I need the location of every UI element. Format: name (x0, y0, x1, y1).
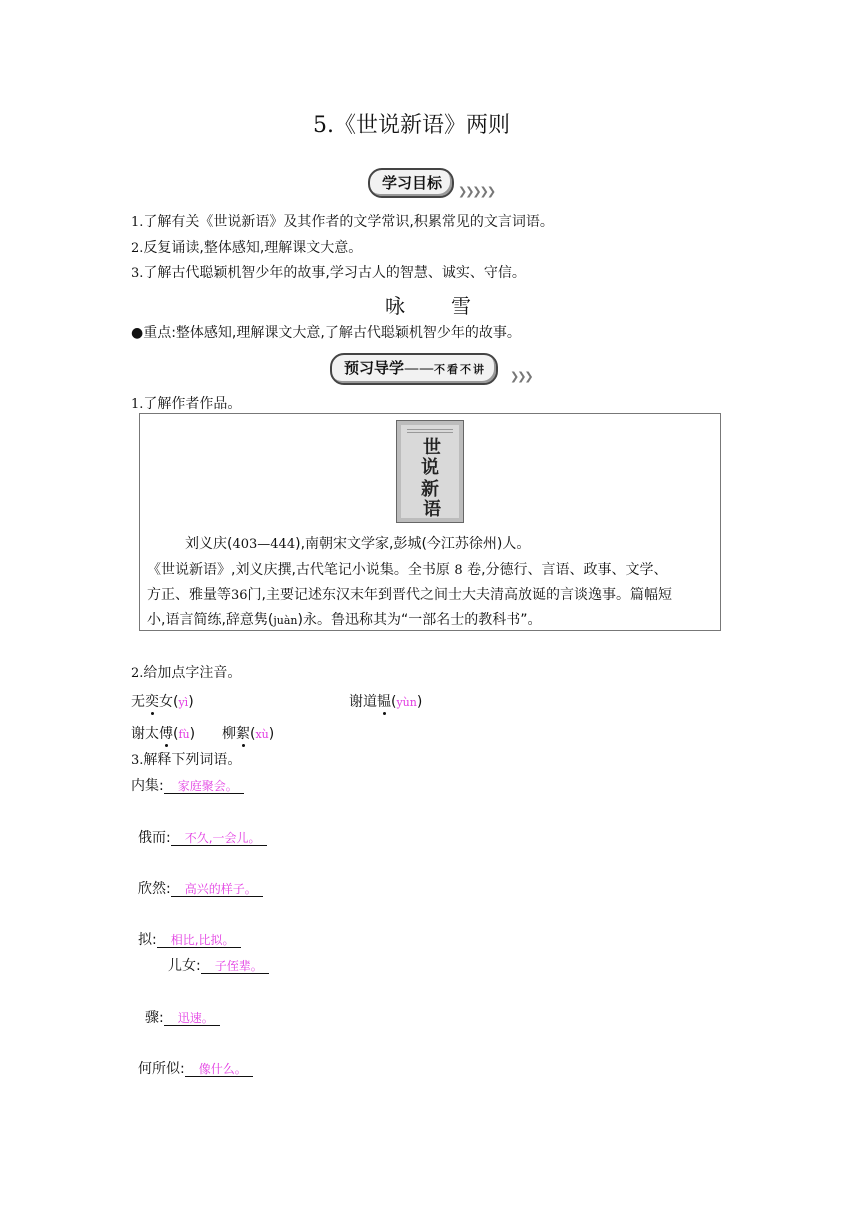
question-2: 2.给加点字注音。 (131, 665, 242, 681)
arrow-decoration-icon: ❯❯❯❯❯ (458, 185, 495, 198)
author-line: 刘义庆(403—444),南朝宋文学家,彭城(今江苏徐州)人。 (185, 536, 531, 552)
question-1: 1.了解作者作品。 (131, 396, 242, 412)
vocab-answer: 子侄辈。 (201, 959, 269, 974)
section-banner-goals (368, 168, 454, 198)
vocab-item: 骤: 迅速。 (145, 1008, 220, 1028)
vocab-item: 拟: 相比,比拟。 (138, 930, 241, 950)
focus-text: ●重点:整体感知,理解课文大意,了解古代聪颖机智少年的故事。 (131, 325, 521, 341)
author-line: 方正、雅量等36门,主要记述东汉末年到晋代之间士大夫清高放诞的言谈逸事。篇幅短 (147, 587, 672, 603)
goal-item: 3.了解古代聪颖机智少年的故事,学习古人的智慧、诚实、守信。 (131, 265, 526, 281)
phonetic-item: 谢太傅(fù) (131, 726, 196, 742)
section-banner-sub: 不看不讲 (434, 363, 487, 376)
section-banner-preview: 预习导学——不看不讲 (330, 353, 498, 385)
section-banner-label: 学习目标 (382, 174, 443, 192)
pinyin-answer: xù (255, 728, 269, 741)
vocab-item: 何所似: 像什么。 (138, 1059, 253, 1079)
page-title (313, 108, 510, 139)
pinyin-answer: yì (178, 696, 189, 709)
vocab-answer: 相比,比拟。 (157, 933, 241, 948)
goal-item: 1.了解有关《世说新语》及其作者的文学常识,积累常见的文言词语。 (131, 214, 554, 230)
title-number: 5. (313, 113, 334, 138)
vocab-answer: 高兴的样子。 (171, 882, 263, 897)
vocab-answer: 迅速。 (164, 1011, 220, 1026)
cover-char: 世 (423, 437, 441, 458)
author-line: 《世说新语》,刘义庆撰,古代笔记小说集。全书原 8 卷,分德行、言语、政事、文学、 (147, 562, 668, 578)
lesson-subtitle: 咏 雪 (385, 294, 471, 318)
book-cover-image (396, 420, 464, 523)
pinyin-answer: fù (178, 728, 190, 741)
section-banner-label: 预习导学 (344, 359, 405, 377)
cover-char: 语 (423, 499, 441, 520)
pinyin-answer: yùn (396, 696, 417, 709)
vocab-item: 儿女: 子侄辈。 (168, 956, 269, 976)
vocab-item: 欣然: 高兴的样子。 (138, 879, 263, 899)
phonetic-item: 谢道韫(yùn) (349, 694, 423, 710)
cover-char: 说 (421, 457, 439, 478)
vocab-answer: 不久,一会儿。 (171, 831, 267, 846)
cover-char: 新 (421, 479, 439, 500)
author-line: 小,语言简练,辞意隽(juàn)永。鲁迅称其为“一部名士的教科书”。 (147, 612, 542, 628)
phonetic-item: 无奕女(yì) (131, 694, 194, 710)
vocab-answer: 像什么。 (185, 1062, 253, 1077)
arrow-decoration-icon: ❯❯❯ (510, 370, 532, 383)
goal-item: 2.反复诵读,整体感知,理解课文大意。 (131, 240, 363, 256)
question-3: 3.解释下列词语。 (131, 752, 242, 768)
title-text: 《世说新语》两则 (334, 113, 511, 138)
phonetic-item: 柳絮(xù) (222, 726, 275, 742)
vocab-item: 俄而: 不久,一会儿。 (138, 828, 267, 848)
vocab-answer: 家庭聚会。 (164, 779, 244, 794)
vocab-item: 内集: 家庭聚会。 (131, 776, 244, 796)
